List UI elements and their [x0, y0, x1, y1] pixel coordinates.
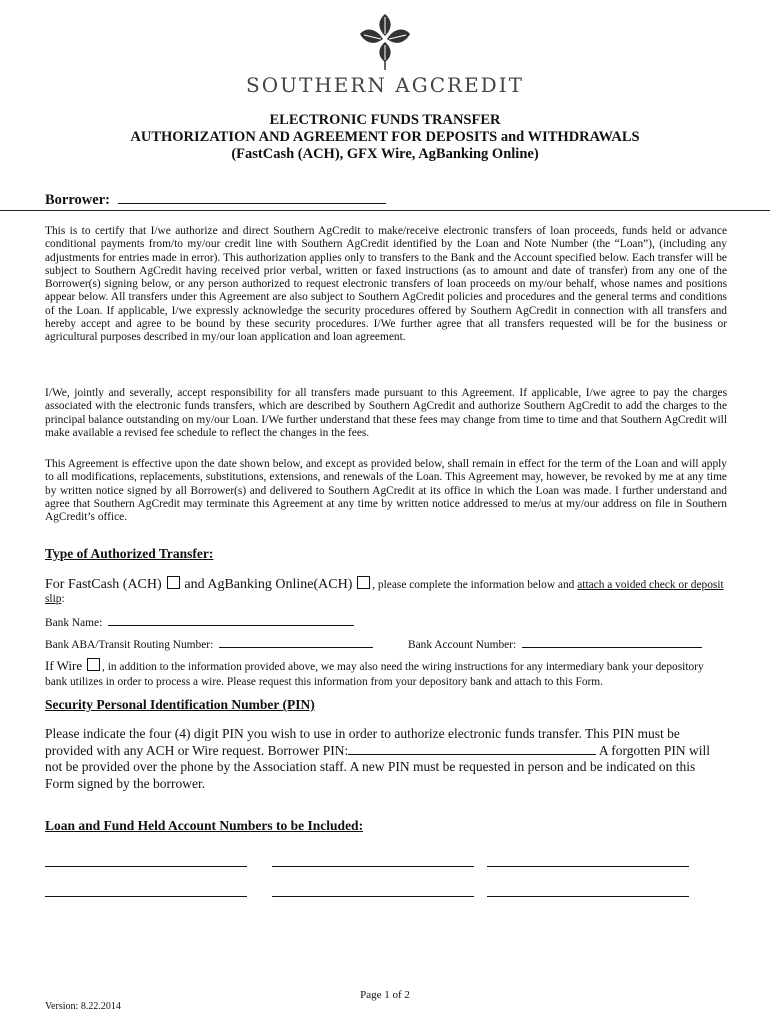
account-row	[408, 637, 702, 651]
colon-text: :	[61, 593, 65, 605]
brand-word-agcredit: AGCREDIT	[395, 73, 524, 97]
wire-text: , in addition to the information provided above, we may also need the wiring instructions for any intermediary bank your depository bank utilizes in order to process a wire. Please request this information from your depository bank and attach to this Form.	[45, 661, 704, 688]
section-heading-accounts: Loan and Fund Held Account Numbers to be Included:	[45, 818, 364, 833]
wire-row	[45, 658, 727, 690]
fastcash-instruction: , please complete the information below and	[372, 579, 575, 591]
account-number-line[interactable]	[487, 896, 689, 897]
account-number-field[interactable]	[522, 637, 702, 648]
leaf-logo-icon	[356, 12, 414, 70]
bank-name-field[interactable]	[108, 615, 354, 626]
agbanking-label: and AgBanking Online(ACH)	[184, 577, 353, 592]
account-number-line[interactable]	[45, 866, 247, 867]
fastcash-row	[45, 576, 727, 606]
borrower-pin-field[interactable]	[348, 743, 596, 755]
borrower-label: Borrower:	[45, 192, 110, 208]
account-number-line[interactable]	[45, 896, 247, 897]
borrower-row	[45, 192, 386, 209]
account-label: Bank Account Number:	[408, 639, 517, 651]
paragraph-effective: This Agreement is effective upon the date shown below, and except as provided below, shall remain in effect for the term of the Loan and will apply to all modifications, replacements, substitutions, extensions, and renewals of the Loan. This Agreement may, however, be revoked by me at any time by written notice signed by all Borrower(s) and delivered to Southern AgCredit at its office in which the Loan was made. I further understand and agree that Southern AgCredit may terminate this Agreement at any time by written notice addressed to me/us at my/our address on file in Southern AgCredit’s office.	[45, 458, 727, 524]
page-number: Page 1 of 2	[360, 989, 410, 1001]
attach-check-text: attach a voided check or deposit slip	[45, 579, 724, 605]
routing-row	[45, 637, 373, 651]
section-heading-pin: Security Personal Identification Number (PIN)	[45, 697, 315, 712]
section-heading-transfer: Type of Authorized Transfer:	[45, 546, 214, 561]
pin-text-2: A forgotten PIN will not be provided over the phone by the Association staff. A new PIN must be requested in person and be indicated on this Form signed by the borrower.	[45, 742, 711, 791]
version-label: Version: 8.22.2014	[45, 1001, 121, 1012]
title-line-2: AUTHORIZATION AND AGREEMENT FOR DEPOSITS and WITHDRAWALS	[130, 129, 640, 145]
account-number-line[interactable]	[272, 896, 474, 897]
title-line-3: (FastCash (ACH), GFX Wire, AgBanking Online)	[231, 146, 539, 162]
routing-number-field[interactable]	[219, 637, 373, 648]
fastcash-label: For FastCash (ACH)	[45, 577, 162, 592]
company-logo	[0, 12, 770, 97]
fastcash-checkbox[interactable]	[167, 576, 180, 589]
account-number-line[interactable]	[272, 866, 474, 867]
company-wordmark	[0, 73, 770, 97]
document-title	[0, 112, 770, 163]
routing-label: Bank ABA/Transit Routing Number:	[45, 639, 214, 651]
title-line-1: ELECTRONIC FUNDS TRANSFER	[269, 112, 501, 128]
wire-label: If Wire	[45, 658, 83, 673]
paragraph-responsibility: I/We, jointly and severally, accept responsibility for all transfers made pursuant to this Agreement. If applicable, I/we agree to pay the charges associated with the electronic funds transfers, which are described by Southern AgCredit and authorize Southern AgCredit to add the charges to the principal balance outstanding on my/our Loan. I/We further understand that these fees may change from time to time and that Southern AgCredit will make available a revised fee schedule to reflect the changes in the fees.	[45, 387, 727, 439]
brand-word-southern: SOUTHERN	[246, 73, 387, 97]
pin-text-1: Please indicate the four (4) digit PIN you wish to use in order to authorize electronic funds transfer. This PIN must be provided with any ACH or Wire request. Borrower PIN:	[45, 726, 680, 758]
pin-paragraph	[45, 726, 727, 792]
account-number-line[interactable]	[487, 866, 689, 867]
divider	[0, 210, 770, 211]
borrower-field[interactable]	[118, 192, 386, 204]
bank-name-label: Bank Name:	[45, 617, 103, 629]
paragraph-authorization: This is to certify that I/we authorize and direct Southern AgCredit to make/receive electronic transfers of loan proceeds, funds held or advance conditional payments from/to my/our credit line with Southern AgCredit identified by the Loan and Note Number (the “Loan”), (including any adjustments for entries made in error). This authorization applies only to transfers to the Bank and the Account specified below. Each transfer will be subject to Southern AgCredit having received prior verbal, written or faxed instructions (as to amount and date of transfer) from any one of the Borrower(s) signing below, or any person authorized to request electronic transfers of loan proceeds on my/our behalf, whose names and positions appear below. All transfers under this Agreement are also subject to Southern AgCredit policies and procedures and the general terms and conditions of the Loan. If applicable, I/we expressly acknowledge the security procedures offered by Southern AgCredit in connection with all transfers and hereby accept and agree to be bound by these security procedures. I/We further agree that all transfers requested will be for the business or agricultural purposes described in my/our loan application and loan agreement.	[45, 225, 727, 344]
wire-checkbox[interactable]	[87, 658, 100, 671]
bank-name-row	[45, 615, 354, 629]
agbanking-checkbox[interactable]	[357, 576, 370, 589]
